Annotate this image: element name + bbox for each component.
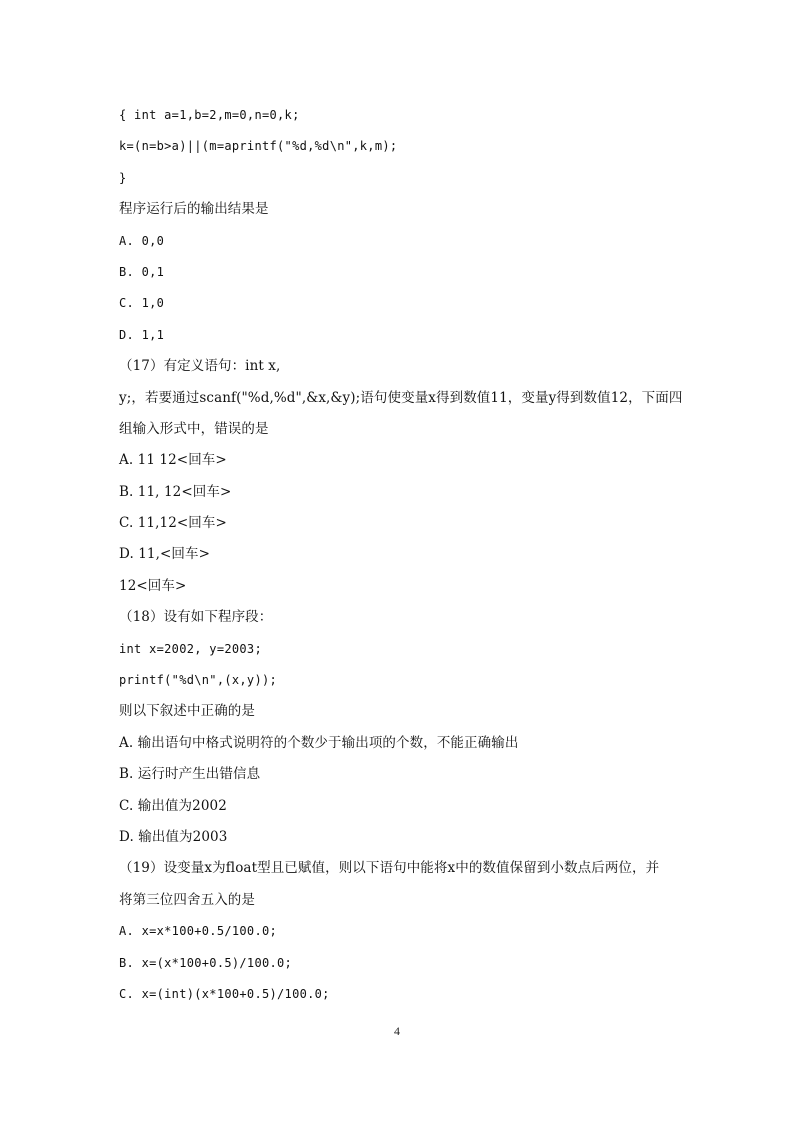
text-line: y;，若要通过scanf("%d,%d",&x,&y);语句使变量x得到数值11，变量y得到数值12，下面四	[119, 389, 683, 406]
code-line: C. 1,0	[119, 296, 165, 311]
text-line: A. 11 12<回车>	[119, 452, 227, 469]
text-line: 将第三位四舍五入的是	[119, 891, 255, 908]
text-line: D. 11,<回车>	[119, 546, 211, 563]
code-line: D. 1,1	[119, 327, 165, 342]
code-line: C. x=(int)(x*100+0.5)/100.0;	[119, 986, 330, 1001]
code-line: { int a=1,b=2,m=0,n=0,k;	[119, 108, 300, 122]
code-line: A. x=x*100+0.5/100.0;	[119, 924, 278, 939]
text-line: A. 输出语句中格式说明符的个数少于输出项的个数，不能正确输出	[119, 734, 519, 751]
text-line: 12<回车>	[119, 577, 187, 594]
code-line: A. 0,0	[119, 233, 165, 248]
code-line: B. 0,1	[119, 264, 165, 279]
page-number: 4	[394, 1024, 400, 1038]
document-body	[119, 102, 683, 1012]
text-line: （18）设有如下程序段：	[119, 609, 273, 626]
code-line: }	[119, 170, 127, 185]
text-line: （17）有定义语句：int x,	[119, 358, 281, 375]
text-line: 程序运行后的输出结果是	[119, 201, 269, 218]
text-line: （19）设变量x为float型且已赋值，则以下语句中能将x中的数值保留到小数点后两位，并	[119, 860, 660, 877]
text-line: 则以下叙述中正确的是	[119, 703, 255, 720]
text-line: B. 11, 12<回车>	[119, 483, 232, 500]
text-line: B. 运行时产生出错信息	[119, 766, 261, 783]
code-line: B. x=(x*100+0.5)/100.0;	[119, 955, 293, 970]
text-line: C. 11,12<回车>	[119, 515, 227, 532]
text-line: C. 输出值为2002	[119, 797, 227, 814]
code-line: printf("%d\n",(x,y));	[119, 673, 278, 688]
code-line: int x=2002, y=2003;	[119, 641, 262, 656]
text-line: 组输入形式中，错误的是	[119, 420, 269, 437]
text-line: D. 输出值为2003	[119, 828, 228, 845]
code-line: k=(n=b>a)||(m=aprintf("%d,%d\n",k,m);	[119, 139, 398, 154]
